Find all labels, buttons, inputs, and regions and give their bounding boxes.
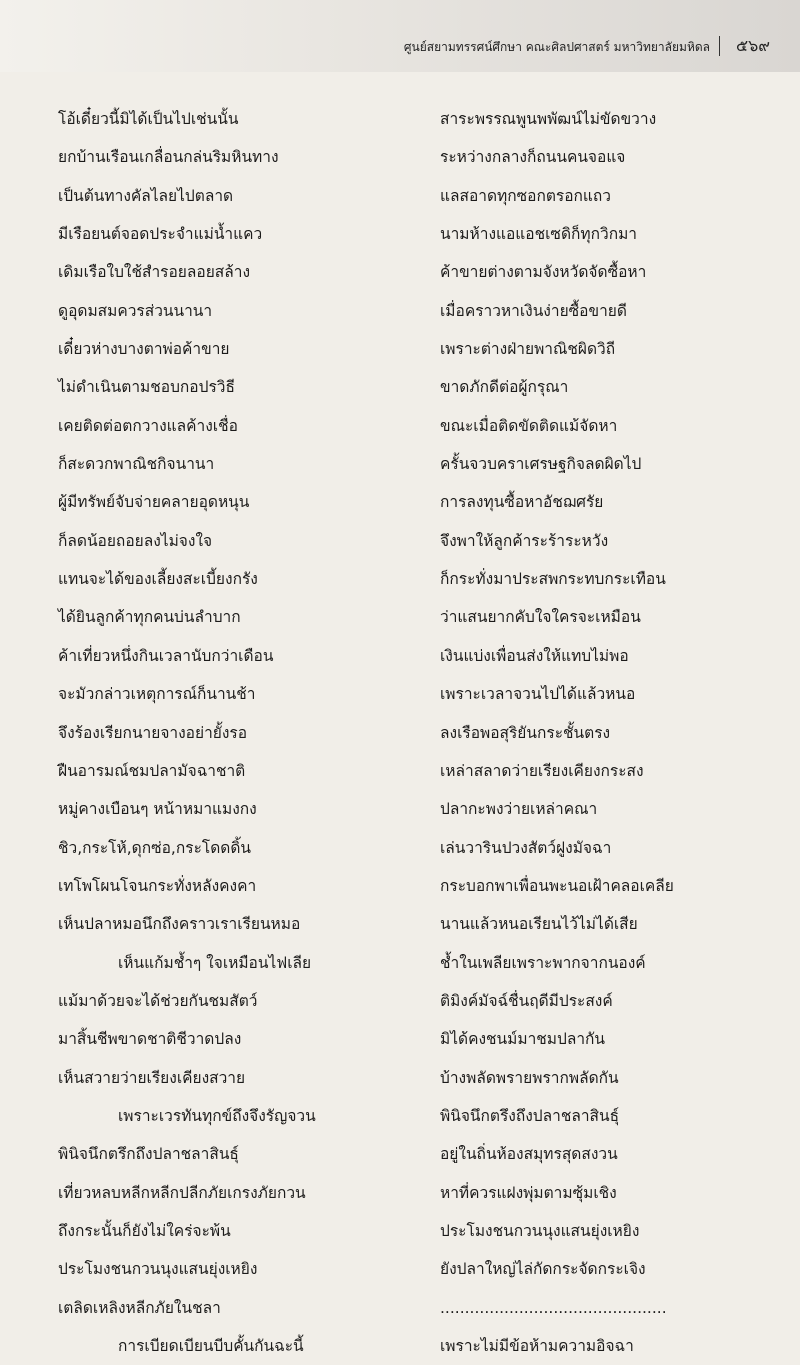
poem-line-left: เทโพโผนโจนกระทั่งหลังคงคา [58,876,257,895]
poem-line-left: ถึงกระนั้นก็ยังไม่ใคร่จะพ้น [58,1221,231,1240]
poem-line-right: พินิจนึกตรึงถึงปลาชลาสินธุ์ [440,1106,620,1125]
poem-line-left: ค้าเที่ยวหนึ่งกินเวลานับกว่าเดือน [58,646,274,665]
poem-line-right: ลงเรือพอสุริยันกระชั้นตรง [440,723,611,742]
poem-line-right: ระหว่างกลางก็ถนนคนจอแจ [440,148,626,167]
poem-line-left: เห็นปลาหมอนึกถึงคราวเราเรียนหมอ [58,915,301,934]
page-header [0,0,800,72]
poem-line-right: ขาดภักดีต่อผู้กรุณา [440,378,569,397]
poem-line-right: อยู่ในถิ่นห้องสมุทรสุดสงวน [440,1145,618,1164]
poem-line-left: ไม่ดำเนินตามชอบกอปรวิธี [58,378,235,397]
poem-line-right: บ้างพลัดพรายพรากพลัดกัน [440,1068,619,1087]
poem-line-left: หมู่คางเบือนๆ หน้าหมาแมงกง [58,800,257,819]
poem-line-left: ก็ลดน้อยถอยลงไม่จงใจ [58,531,213,550]
poem-line-left: พินิจนึกตรึกถึงปลาชลาสินธุ์ [58,1145,239,1164]
poem-line-right: ก็กระทั่งมาประสพกระทบกระเทือน [440,570,666,589]
poem-line-left: โอ้เดี๋ยวนี้มิได้เป็นไปเช่นนั้น [58,110,239,128]
poem-line-left: เพราะเวรทันทุกข์ถึงจึงรัญจวน [118,1106,316,1125]
poem-line-right: นามห้างแอแอชเซดิก็ทุกวิกมา [440,225,638,244]
poem-line-left: ผู้มีทรัพย์จับจ่ายคลายอุดหนุน [58,493,250,512]
poem-line-left: เที่ยวหลบหลีกหลีกปลีกภัยเกรงภัยกวน [58,1183,306,1202]
poem-line-right: มิได้คงชนม์มาชมปลากัน [440,1030,606,1049]
poem-line-right: เหล่าสลาดว่ายเรียงเคียงกระสง [440,761,644,780]
poem-line-left: เป็นต้นทางคัลไลยไปตลาด [58,186,234,205]
poem-line-left: ดูอุดมสมควรส่วนนานา [58,301,213,320]
poem-line-right: ช้ำในเพลียเพราะพากจากนองค์ [440,953,646,972]
poem-line-right: ติมิงค์มัจฉ์ชื่นฤดีมีประสงค์ [440,991,613,1010]
poem-line-left: จึงร้องเรียกนายจางอย่ายั้งรอ [58,723,248,742]
poem-line-right: จึงพาให้ลูกค้าระร้าระหวัง [440,531,609,550]
page-number: ๕๖๙ [736,36,770,55]
poem-line-left: ยกบ้านเรือนเกลื่อนกล่นริมหินทาง [58,148,279,167]
poem-line-left: ได้ยินลูกค้าทุกคนบ่นลำบาก [58,608,241,627]
poem-line-right: สาระพรรณพูนพพัฒน์ไม่ขัดขวาง [440,110,657,128]
poem-line-right: เมื่อคราวหาเงินง่ายซื้อขายดี [440,301,627,320]
poem-line-right: นานแล้วหนอเรียนไว้ไม่ได้เสีย [440,915,638,934]
poem-line-right: ครั้นจวบคราเศรษฐกิจลดผิดไป [440,455,642,474]
poem-line-left: เตลิดเหลิงหลีกภัยในชลา [58,1298,221,1317]
poem-line-right: แลสอาดทุกซอกตรอกแถว [440,186,612,205]
poem-line-left: ฝืนอารมณ์ชมปลามัจฉาชาติ [58,761,246,780]
poem-line-right: ปลากะพงว่ายเหล่าคณา [440,800,598,819]
poem-line-right: หาที่ควรแฝงพุ่มตามซุ้มเชิง [440,1183,617,1202]
poem-line-left: เดิมเรือใบใช้สำรอยลอยสล้าง [58,263,251,282]
poem-line-right: ว่าแสนยากคับใจใครจะเหมือน [440,608,641,627]
poem-right-column [440,100,770,1365]
poem-line-right: กระบอกพาเพื่อนพะนอเฝ้าคลอเคลีย [440,876,674,895]
poem-line-left: แทนจะได้ของเลี้ยงสะเบี้ยงกรัง [58,570,258,589]
poem-line-right: เล่นวารินปวงสัตว์ฝูงมัจฉา [440,838,612,857]
poem-line-right: เพราะต่างฝ่ายพาณิชผิดวิถี [440,340,616,359]
poem-line-right: ยังปลาใหญ่ไล่กัดกระจัดกระเจิง [440,1260,646,1279]
poem-line-left: ก็สะดวกพาณิชกิจนานา [58,455,215,474]
poem-line-right: เพราะเวลาจวนไปได้แล้วหนอ [440,685,636,704]
poem-line-right: เงินแบ่งเพื่อนส่งให้แทบไม่พอ [440,646,629,665]
poem-line-left: เห็นแก้มช้ำๆ ใจเหมือนไฟเลีย [118,953,312,972]
poem-line-right: .............................................. [440,1298,667,1317]
poem-left-column [58,100,398,1365]
poem-line-left: ประโมงชนกวนนุงแสนยุ่งเหยิง [58,1260,258,1279]
poem-line-left: เคยติดต่อตกวางแลค้างเชื่อ [58,416,238,435]
poem-line-right: ประโมงชนกวนนุงแสนยุ่งเหยิง [440,1221,640,1240]
poem-line-right: ค้าขายต่างตามจังหวัดจัดซื้อหา [440,263,647,282]
poem-line-left: เดี๋ยวห่างบางตาพ่อค้าขาย [58,340,230,359]
poem-line-left: มาสิ้นชีพขาดชาติชีวาดปลง [58,1030,242,1049]
poem-line-right: เพราะไม่มีข้อห้ามความอิจฉา [440,1337,634,1355]
poem-line-left: เห็นสวายว่ายเรียงเคียงสวาย [58,1068,246,1087]
poem-line-left: มีเรือยนต์จอดประจำแม่น้ำแคว [58,225,263,244]
poem-line-right: การลงทุนซื้อหาอัชฌศรัย [440,493,604,512]
poem-line-left: การเบียดเบียนบีบคั้นกันฉะนี้ [118,1337,304,1355]
poem-line-left: จะมัวกล่าวเหตุการณ์ก็นานช้า [58,685,256,704]
poem-line-left: แม้มาด้วยจะได้ช่วยกันชมสัตว์ [58,991,258,1010]
poem-line-right: ขณะเมื่อติดขัดติดแม้จัดหา [440,416,618,435]
header-divider [719,36,720,56]
running-header-title: ศูนย์สยามทรรศน์ศึกษา คณะศิลปศาสตร์ มหาวิทยาลัยมหิดล [403,40,710,54]
poem-line-left: ชิว,กระโห้,ดุกซ่อ,กระโดดดิ้น [58,838,252,857]
